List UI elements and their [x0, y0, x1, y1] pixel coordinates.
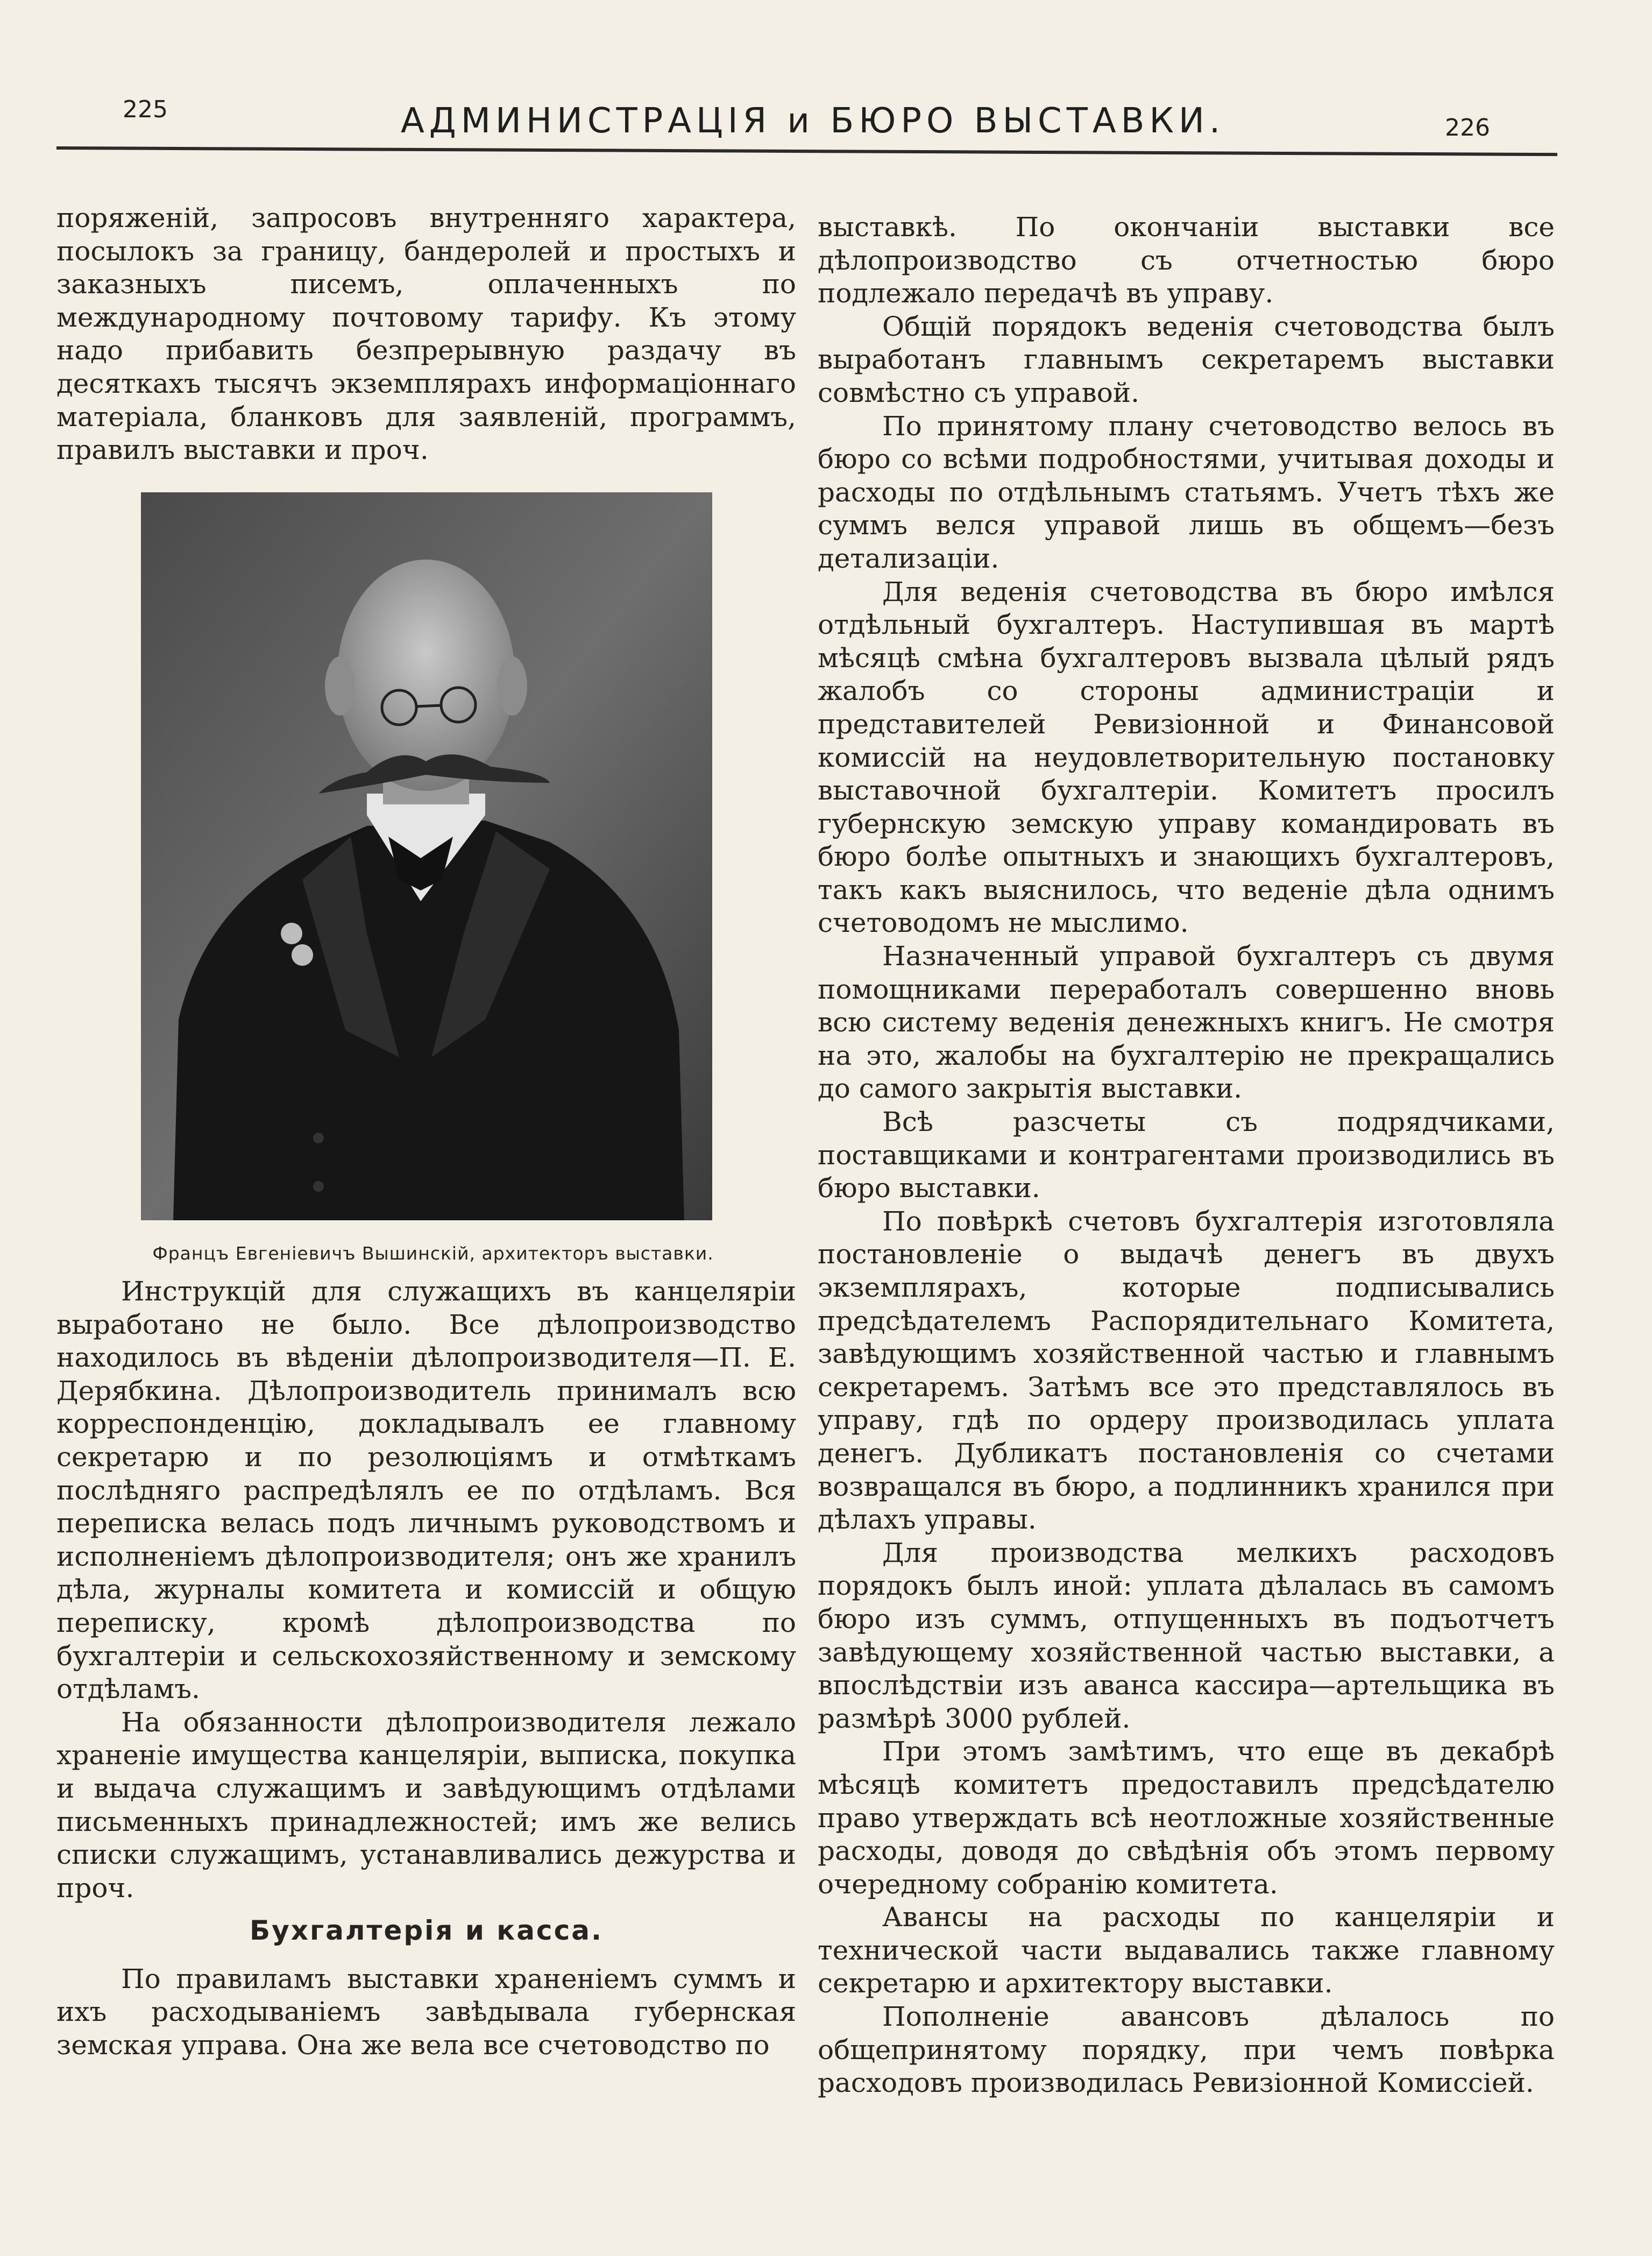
running-title: АДМИНИСТРАЦІЯ и БЮРО ВЫСТАВКИ. [401, 101, 1225, 141]
paragraph: Назначенный управой бухгалтеръ съ двумя помощниками переработалъ совершенно вновь всю систему веденія денежныхъ книгъ. Не смотря на это, жалобы на бухгалтерію не прекращались до самого закрытія выставки. [818, 940, 1555, 1105]
page-header [0, 0, 1652, 172]
paragraph: По принятому плану счетоводство велось въ бюро со всѣми подробностями, учитывая доходы и расходы по отдѣльнымъ статьямъ. Учетъ тѣхъ же суммъ велся управой лишь въ общемъ—безъ детализаціи. [818, 410, 1555, 574]
continuation-paragraph: выставкѣ. По окончаніи выставки все дѣлопроизводство съ отчетностью бюро подлежало передачѣ въ управу. [818, 211, 1555, 309]
page-number-right: 226 [1445, 114, 1490, 142]
paragraph: Для производства мелкихъ расходовъ порядокъ былъ иной: уплата дѣлалась въ самомъ бюро изъ суммъ, отпущенныхъ въ подъотчетъ завѣдующему хозяйственной частью выставки, а впослѣдствіи изъ аванса кассира—артельщика въ размѣрѣ 3000 рублей. [818, 1537, 1555, 1734]
opening-paragraph: поряженій, запросовъ внутренняго характера, посылокъ за границу, бандеролей и простыхъ и заказныхъ писемъ, оплаченныхъ по международному почтовому тарифу. Къ этому надо прибавить безпрерывную раздачу въ десяткахъ тысячъ экземплярахъ информаціоннаго матеріала, бланковъ для заявленій, программъ, правилъ выставки и проч. [56, 202, 796, 466]
section-heading: Бухгалтерія и касса. [250, 1915, 603, 1947]
paragraph: Пополненіе авансовъ дѣлалось по общепринятому порядку, при чемъ повѣрка расходовъ производилась Ревизіонной Комиссіей. [818, 2001, 1555, 2099]
paragraph: Авансы на расходы по канцеляріи и технической части выдавались также главному секретарю и архитектору выставки. [818, 1901, 1555, 1999]
paragraph: На обязанности дѣлопроизводителя лежало храненіе имущества канцеляріи, выписка, покупка и выдача служащимъ и завѣдующимъ отдѣлами письменныхъ принадлежностей; имъ же велись списки служащимъ, устанавливались дежурства и проч. [56, 1706, 796, 1904]
left-column-top [56, 202, 796, 467]
left-column-bottom [56, 1275, 796, 2062]
header-rule [56, 146, 1557, 156]
figure-caption: Францъ Евгеніевичъ Вышинскій, архитекторъ выставки. [152, 1243, 714, 1264]
paragraph: Для веденія счетоводства въ бюро имѣлся отдѣльный бухгалтеръ. Наступившая въ мартѣ мѣсяцѣ смѣна бухгалтеровъ вызвала цѣлый рядъ жалобъ со стороны администраціи и представителей Ревизіонной и Финансовой комиссій на неудовлетворительную постановку выставочной бухгалтеріи. Комитетъ просилъ губернскую земскую управу командировать въ бюро болѣе опытныхъ и знающихъ бухгалтеровъ, такъ какъ выяснилось, что веденіе дѣла однимъ счетоводомъ не мыслимо. [818, 576, 1555, 939]
paragraph: Инструкцій для служащихъ въ канцеляріи выработано не было. Все дѣлопроизводство находилось въ вѣденіи дѣлопроизводителя—П. Е. Дерябкина. Дѣлопроизводитель принималъ всю корреспонденцію, докладывалъ ее главному секретарю и по резолюціямъ и отмѣткамъ послѣдняго распредѣлялъ ее по отдѣламъ. Вся переписка велась подъ личнымъ руководствомъ и исполненіемъ дѣлопроизводителя; онъ же хранилъ дѣла, журналы комитета и комиссій и общую переписку, кромѣ дѣлопроизводства по бухгалтеріи и сельскохозяйственному и земскому отдѣламъ. [56, 1276, 796, 1705]
portrait-photo [141, 492, 712, 1220]
paragraph: По правиламъ выставки храненіемъ суммъ и ихъ расходываніемъ завѣдывала губернская земская управа. Она же вела все счетоводство по [56, 1963, 796, 2061]
paragraph: При этомъ замѣтимъ, что еще въ декабрѣ мѣсяцѣ комитетъ предоставилъ предсѣдателю право утверждать всѣ неотложные хозяйственные расходы, доводя до свѣдѣнія объ этомъ первому очередному собранію комитета. [818, 1736, 1555, 1900]
paragraph: По повѣркѣ счетовъ бухгалтерія изготовляла постановленіе о выдачѣ денегъ въ двухъ экземплярахъ, которые подписывались предсѣдателемъ Распорядительнаго Комитета, завѣдующимъ хозяйственной частью и главнымъ секретаремъ. Затѣмъ все это представлялось въ управу, гдѣ по ордеру производилась уплата денегъ. Дубликатъ постановленія со счетами возвращался въ бюро, а подлинникъ хранился при дѣлахъ управы. [818, 1205, 1555, 1536]
paragraph: Всѣ разсчеты съ подрядчиками, поставщиками и контрагентами производились въ бюро выставки. [818, 1106, 1555, 1204]
paragraph: Общій порядокъ веденія счетоводства былъ выработанъ главнымъ секретаремъ выставки совмѣстно съ управой. [818, 310, 1555, 408]
right-column [818, 211, 1555, 2100]
page-number-left: 225 [123, 96, 168, 123]
